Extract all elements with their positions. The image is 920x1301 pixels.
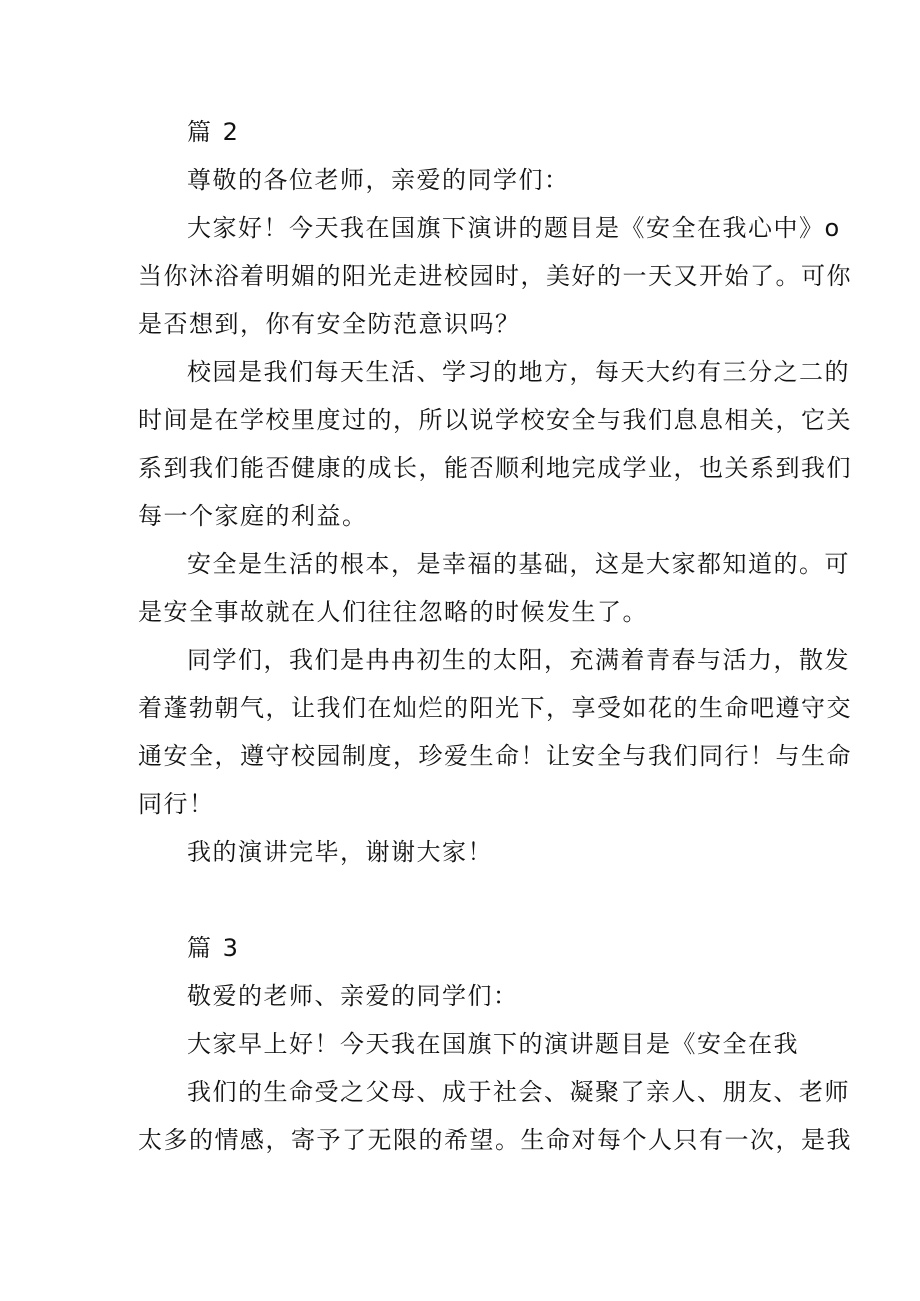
section-2-p2-line-3: 系到我们能否健康的成长，能否顺利地完成学业，也关系到我们 [138, 454, 852, 482]
section-3-p2-line-1: 我们的生命受之父母、成于社会、凝聚了亲人、朋友、老师 [187, 1078, 850, 1106]
section-2-p4-line-3: 通安全，遵守校园制度，珍爱生命！让安全与我们同行！与生命 [138, 742, 852, 770]
section-2-p2-line-2: 时间是在学校里度过的，所以说学校安全与我们息息相关，它关 [138, 406, 852, 434]
section-2-p1-line-3: 是否想到，你有安全防范意识吗？ [138, 310, 521, 338]
section-2-p2-line-1: 校园是我们每天生活、学习的地方，每天大约有三分之二的 [187, 358, 850, 386]
section-2-p4-line-4: 同行！ [138, 790, 215, 818]
section-3-salutation: 敬爱的老师、亲爱的同学们： [187, 982, 519, 1010]
section-2-p4-line-1: 同学们，我们是冉冉初生的太阳，充满着青春与活力，散发 [187, 646, 850, 674]
section-3-p1-line-1: 大家早上好！今天我在国旗下的演讲题目是《安全在我 [187, 1030, 799, 1058]
section-2-p3-line-2: 是安全事故就在人们往往忽略的时候发生了。 [138, 598, 648, 626]
section-2-p1-line-1: 大家好！今天我在国旗下演讲的题目是《安全在我心中》o [187, 214, 841, 242]
section-3-heading: 篇 3 [187, 934, 240, 962]
section-2-p1-line-2: 当你沐浴着明媚的阳光走进校园时，美好的一天又开始了。可你 [138, 262, 852, 290]
section-2-closing: 我的演讲完毕，谢谢大家！ [187, 838, 493, 866]
section-2-salutation: 尊敬的各位老师，亲爱的同学们： [187, 166, 570, 194]
section-2-heading: 篇 2 [187, 118, 240, 146]
section-2-p2-line-4: 每一个家庭的利益。 [138, 502, 368, 530]
section-2-p3-line-1: 安全是生活的根本，是幸福的基础，这是大家都知道的。可 [187, 550, 850, 578]
section-2-p4-line-2: 着蓬勃朝气，让我们在灿烂的阳光下，享受如花的生命吧遵守交 [138, 694, 852, 722]
section-3-p2-line-2: 太多的情感，寄予了无限的希望。生命对每个人只有一次，是我 [138, 1126, 852, 1154]
